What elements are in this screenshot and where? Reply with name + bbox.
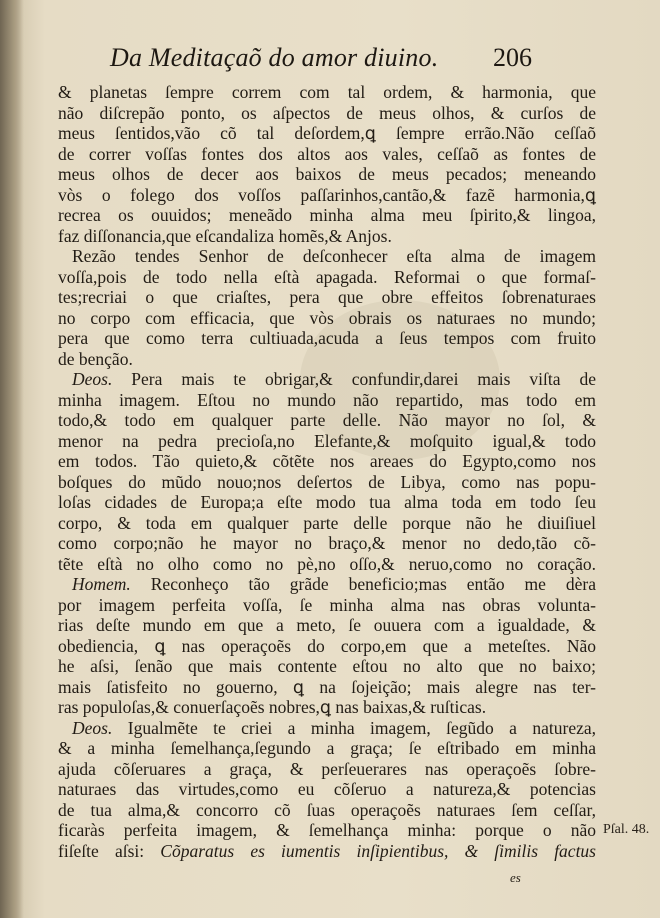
text-line: [58, 431, 596, 452]
line-text: Igualmẽte te criei a minha imagem, ſegũdo a natureza,: [112, 717, 596, 738]
line-text: não diſcrepão ponto, os aſpectos de meus olhos, & curſos de: [58, 102, 596, 123]
line-text: Pera mais te obrigar,& confundir,darei mais viſta de: [112, 369, 596, 389]
line-text: loſas cidades de Europa;a eſte modo tua alma toda em todo ſeu: [58, 492, 596, 512]
text-line: [58, 677, 596, 698]
text-line: [58, 759, 596, 780]
line-text: pera que como terra cultiuada,acuda a ſeus tempos com fruito: [58, 328, 596, 348]
line-text: de correr voſſas fontes dos altos aos vales, ceſſaõ as fontes de: [58, 143, 596, 164]
page-header: [110, 42, 550, 76]
text-line: [58, 185, 596, 206]
line-text: meus ſentidos,vão cõ tal deſordem,ꝗ ſempre errão.Não ceſſaõ: [58, 123, 596, 143]
text-line: [58, 328, 596, 349]
line-text: obediencia, ꝗ nas operaçoẽs do corpo,em que a meteſtes. Não: [58, 635, 596, 656]
text-line: [58, 410, 596, 431]
line-text: meus olhos de decer aos baixos de meus pecados; meneando: [58, 164, 596, 184]
text-line: [58, 287, 596, 308]
page-gutter-shadow: [0, 0, 24, 918]
line-text: como corpo;não he mayor no braço,& menor no dedo,tão cõ-: [58, 533, 596, 553]
line-text: menor na pedra precioſa,no Elefante,& moſquito igual,& todo: [58, 430, 596, 451]
line-text: & a minha ſemelhança,ſegundo a graça; ſe eſtribado em minha: [58, 738, 596, 758]
line-text: ficaràs perfeita imagem, & ſemelhança minha: porque o não: [58, 820, 596, 840]
running-title: Da Meditaçaõ do amor diuino.: [110, 43, 439, 72]
text-line: [58, 738, 596, 759]
text-line: [58, 656, 596, 677]
text-line: [58, 144, 596, 165]
text-line: [58, 103, 596, 124]
line-text: ajuda cõſeruares a graça, & perſeuerares nas operaçoẽs ſobre-: [58, 758, 596, 779]
text-line: [58, 164, 596, 185]
speaker-label: Homem.: [72, 574, 131, 594]
text-line: [58, 246, 596, 267]
text-line: [58, 533, 596, 554]
text-line: [58, 492, 596, 513]
line-text: de tua alma,& concorro cõ ſuas operaçoẽs naturaes ſem ceſſar,: [58, 799, 596, 820]
page-number: 206: [493, 43, 532, 72]
line-text: naturaes das virtudes,como eu cõſeruo a natureza,& potencias: [58, 779, 596, 799]
text-line: [58, 451, 596, 472]
line-text: boſques do mũdo nouo;nos deſertos de Libya, como nas popu-: [58, 471, 596, 492]
line-text: Rezão tendes Senhor de deſconhecer eſta alma de imagem: [72, 246, 596, 266]
text-line: [58, 513, 596, 534]
line-text: corpo, & toda em qualquer parte delle porque não he diuiſiuel: [58, 512, 596, 533]
line-text: recrea os ouuidos; meneãdo minha alma meu ſpirito,& lingoa,: [58, 205, 596, 225]
line-text: & planetas ſempre correm com tal ordem, & harmonia, que: [58, 82, 596, 102]
text-line: [58, 205, 596, 226]
line-text: fiſeſte aſsi:: [58, 840, 161, 861]
line-text: por imagem perfeita voſſa, ſe minha alma nas obras volunta-: [58, 594, 596, 615]
text-line: [58, 697, 596, 718]
line-text: ras populoſas,& conuerſaçoẽs nobres,ꝗ nas baixas,& ruſticas.: [58, 697, 487, 717]
line-text: he aſsi, ſenão que mais contente eſtou no alto que no baixo;: [58, 656, 596, 676]
text-line: [58, 349, 596, 370]
text-line: [58, 800, 596, 821]
text-line: [58, 554, 596, 575]
margin-note-psalm: Pſal. 48.: [603, 822, 650, 837]
text-line: [58, 390, 596, 411]
text-line: [58, 308, 596, 329]
line-text: vòs o folego dos voſſos paſſarinhos,cantão,& fazẽ harmonia,ꝗ: [58, 184, 596, 205]
text-line: [58, 226, 596, 247]
latin-quotation: Cõparatus es iumentis inſipientibus, & ſimilis factus: [160, 840, 596, 861]
line-text: todo,& todo em qualquer parte delle. Não mayor no ſol, &: [58, 410, 596, 430]
speaker-label: Deos.: [72, 369, 113, 389]
line-text: tẽte eſtà no olho como no pè,no oſſo,& neruo,como no coração.: [58, 553, 596, 574]
text-line: [58, 123, 596, 144]
text-line: [58, 574, 596, 595]
speaker-label: Deos.: [72, 717, 113, 738]
text-line: [58, 472, 596, 493]
line-text: Reconheço tão grãde beneficio;mas então me dèra: [130, 574, 596, 594]
body-text: [58, 82, 596, 861]
line-text: no corpo com efficacia, que vòs obrais os naturaes no mundo;: [58, 307, 596, 328]
text-line: [58, 841, 596, 862]
line-text: mais ſatisfeito no gouerno, ꝗ na ſojeição; mais alegre nas ter-: [58, 676, 596, 697]
catchword: es: [510, 870, 521, 885]
line-text: de benção.: [58, 348, 133, 369]
line-text: tes;recriai o que criaſtes, pera que obre effeitos ſobrenaturaes: [58, 287, 596, 307]
text-line: [58, 369, 596, 390]
line-text: minha imagem. Eſtou no mundo não repartido, mas todo em: [58, 389, 596, 410]
text-line: [58, 820, 596, 841]
text-line: [58, 82, 596, 103]
text-line: [58, 779, 596, 800]
text-line: [58, 267, 596, 288]
line-text: faz diſſonancia,que eſcandaliza homẽs,& Anjos.: [58, 225, 392, 246]
text-line: [58, 615, 596, 636]
text-line: [58, 718, 596, 739]
line-text: rias deſte mundo em que a meto, ſe ouuera com a igualdade, &: [58, 615, 596, 635]
text-line: [58, 636, 596, 657]
line-text: voſſa,pois de todo nella eſtà apagada. Reformai o que formaſ-: [58, 266, 596, 287]
text-line: [58, 595, 596, 616]
line-text: em todos. Tão quieto,& cõtẽte nos areaes do Egypto,como nos: [58, 451, 596, 471]
